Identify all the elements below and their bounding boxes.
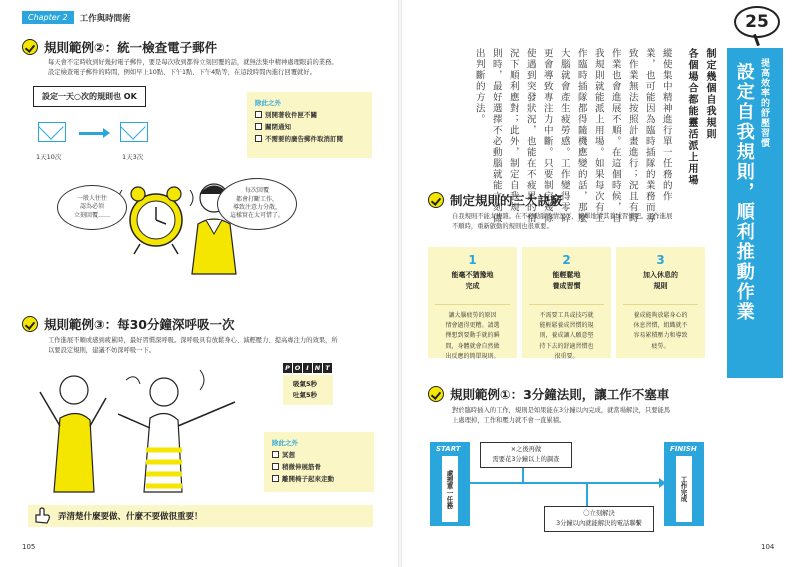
tip-number: 2 bbox=[562, 253, 571, 267]
check-icon bbox=[22, 316, 38, 332]
tips-heading-text: 制定規則的三大訣竅 bbox=[450, 193, 563, 208]
tip-title: 加入休息的 規則 bbox=[643, 271, 678, 290]
vertical-text-col: 出判斷的方法。 bbox=[473, 48, 485, 125]
checkbox-icon bbox=[272, 475, 279, 482]
except-item: 稍微伸展筋骨 bbox=[272, 462, 366, 471]
rule3-heading bbox=[22, 315, 234, 333]
vertical-heading-2: 各個場合都能靈活派上用場 bbox=[686, 48, 697, 186]
tip-card bbox=[522, 247, 611, 358]
rule1-body bbox=[452, 406, 714, 426]
vertical-text-col: 作臨時插隊都得隨機應變的話，那麼 bbox=[575, 48, 587, 224]
rule2-rule-box: 設定一天○次的規則也 OK bbox=[33, 86, 146, 107]
rule3-body-line1: 工作進展不順或感到疲累時，最好習慣深呼吸。深呼吸具有放鬆身心、減輕壓力、提高專注力的效果，所 bbox=[48, 337, 338, 344]
except-item: 不需要的廣告郵件取消訂閱 bbox=[255, 134, 364, 143]
chapter-badge: Chapter 2 bbox=[22, 11, 74, 24]
tips-intro-line2: 不順時，重新啟動的規則也很重要。 bbox=[452, 223, 553, 231]
flow-finish-label: FINISH bbox=[670, 445, 697, 453]
flow-start-text: 處理單一任務 bbox=[442, 456, 458, 522]
vertical-text-col: 我規則就能派上用場。如果每次有工 bbox=[592, 48, 604, 224]
flow-start-label: START bbox=[436, 445, 461, 453]
bottom-banner bbox=[28, 505, 373, 527]
vertical-text-col: 致作業無法按照計畫進行；況且有時 bbox=[626, 48, 638, 224]
rule1-body-line2: 上處理掉，工作和壓力就不會一直累積。 bbox=[452, 417, 566, 425]
breathing-people-illustration bbox=[30, 362, 255, 494]
pointing-hand-icon bbox=[32, 506, 52, 526]
flow-box-later: ×之後再做 需要花3分鐘以上的調查 bbox=[480, 442, 572, 468]
rule2-body-line1: 每天會不定時收到好幾封電子郵件，要是每次收到都得立刻回覆的話，就無法集中精神處理眼前的業務。 bbox=[48, 59, 338, 66]
vertical-text-col: 則時，最好選擇不必動腦就能立刻做 bbox=[490, 48, 502, 224]
tips-intro bbox=[452, 212, 714, 232]
rule3-body-line2: 以要設定規則，建議不妨深呼吸一下。 bbox=[48, 347, 156, 355]
rule2-heading bbox=[22, 38, 217, 56]
label-after: 1天3次 bbox=[122, 153, 144, 161]
except-title: 除此之外 bbox=[272, 439, 298, 447]
checkbox-icon bbox=[272, 463, 279, 470]
except-title: 除此之外 bbox=[255, 99, 281, 107]
chapter-title: 工作與時間術 bbox=[79, 13, 131, 24]
vertical-text-col: 縱使集中精神進行單一任務的作 bbox=[660, 48, 672, 202]
title-band-subtitle: 提高效率的舒壓習慣 bbox=[759, 58, 769, 148]
except-item: 關閉通知 bbox=[255, 122, 364, 131]
tip-body: 養成能夠放鬆身心的 休息習慣，組織就不 容易累積壓力和導致 疲勞。 bbox=[623, 304, 698, 352]
vertical-text-col: 況下順利應對；此外，制定自我規 bbox=[507, 48, 519, 213]
rule1-body-line1: 對於臨時插入的工作，規則是如果能在3分鐘以內完成，就當場解決，只要能馬 bbox=[452, 407, 671, 414]
tip-body: 讓大腦疲勞的原因 情會過得更糟。請選 擇想到要動手就的瞬 間，身體就會自然做 出反應的簡單規則。 bbox=[435, 304, 510, 362]
tip-card bbox=[616, 247, 705, 358]
section-number: 25 bbox=[734, 6, 780, 38]
rule3-heading-text: 規則範例③：每30分鐘深呼吸一次 bbox=[44, 317, 235, 332]
checkbox-icon bbox=[272, 451, 279, 458]
page-number-right: 104 bbox=[761, 543, 775, 551]
rule1-heading bbox=[428, 385, 669, 403]
title-band-title: 設定自我規則，順利推動作業 bbox=[733, 62, 755, 322]
checkbox-icon bbox=[255, 111, 262, 118]
point-label: P O I N T bbox=[283, 363, 333, 373]
mail-icon bbox=[120, 122, 148, 142]
rule2-body-line2: 設定檢查電子郵件的時間，例如早上10點、下午1點、下午4點等，在這段時間內進行回覆就好。 bbox=[48, 69, 316, 77]
point-box bbox=[283, 363, 333, 405]
except-item: 別開著收件匣不關 bbox=[255, 110, 364, 119]
checkbox-icon bbox=[255, 135, 262, 142]
rule2-except-box bbox=[247, 92, 372, 158]
vertical-text-col: 更會導致專注力中斷。只要制定幾條 bbox=[541, 48, 553, 224]
tip-title: 能毫不猶豫地 完成 bbox=[451, 271, 494, 290]
tip-body: 不需要工具或技巧就 能輕鬆養成習慣的規 則，養成讓人願意堅 持下去的舒適習慣也 很重要。 bbox=[529, 304, 604, 362]
chapter-tag bbox=[22, 11, 131, 24]
vertical-text-col: 業，也可能因為臨時插隊的業務而導 bbox=[643, 48, 655, 224]
check-icon bbox=[428, 192, 444, 208]
tip-number: 1 bbox=[468, 253, 477, 267]
flow-branch bbox=[586, 484, 588, 506]
tip-card bbox=[428, 247, 517, 358]
arrow-right-icon bbox=[79, 132, 105, 135]
flow-start bbox=[430, 442, 470, 526]
flow-finish-text: 工作完成 bbox=[676, 456, 692, 522]
check-icon bbox=[22, 39, 38, 55]
flow-finish bbox=[664, 442, 704, 526]
vertical-text-col: 作業也會進展不順。在這個時候，自 bbox=[609, 48, 621, 224]
tips-heading bbox=[428, 191, 563, 209]
rule2-heading-text: 規則範例②：統一檢查電子郵件 bbox=[44, 40, 218, 55]
rule1-heading-text: 規則範例①：3分鐘法則，讓工作不塞車 bbox=[450, 387, 670, 402]
left-page bbox=[0, 0, 398, 567]
rule3-except-box bbox=[264, 432, 374, 492]
label-before: 1天10次 bbox=[36, 153, 62, 161]
vertical-heading-1: 制定幾個自我規則 bbox=[704, 48, 715, 140]
tip-number: 3 bbox=[656, 253, 665, 267]
page-number-left: 105 bbox=[22, 543, 36, 551]
point-body: 吸氣5秒 吐氣5秒 bbox=[283, 375, 333, 405]
rule3-body bbox=[48, 336, 388, 356]
section-number-badge bbox=[732, 6, 782, 50]
except-item: 離開椅子起來走動 bbox=[272, 474, 366, 483]
speech-bubble-left: 一般人往往 認為必須 立刻回覆…… bbox=[57, 185, 127, 230]
flow-arrow bbox=[470, 482, 664, 484]
check-icon bbox=[428, 386, 444, 402]
checkbox-icon bbox=[255, 123, 262, 130]
vertical-text-col: 大腦就會產生疲勞感。工作變得零碎 bbox=[558, 48, 570, 224]
except-item: 冥想 bbox=[272, 450, 366, 459]
vertical-text-col: 使遇到突發狀況，也能在不疲累的情 bbox=[524, 48, 536, 224]
rule2-body bbox=[48, 58, 388, 78]
mail-icon bbox=[38, 122, 66, 142]
tips-intro-line1: 自我規則不能太複雜。在不必動腦的情況下，簡單地將其養成習慣吧。工作進展 bbox=[452, 213, 673, 220]
bottom-banner-text: 弄清楚什麼要做、什麼不要做很重要！ bbox=[58, 512, 203, 522]
tip-title: 能輕鬆地 養成習慣 bbox=[552, 271, 581, 290]
flow-box-now: 〇立刻解決 3分鐘以內就能解決的電話聯繫 bbox=[544, 506, 654, 532]
speech-bubble-right: 每次回覆 都會打斷工作， 導致注意力分散， 這樣實在太可惜了。 bbox=[217, 178, 297, 230]
